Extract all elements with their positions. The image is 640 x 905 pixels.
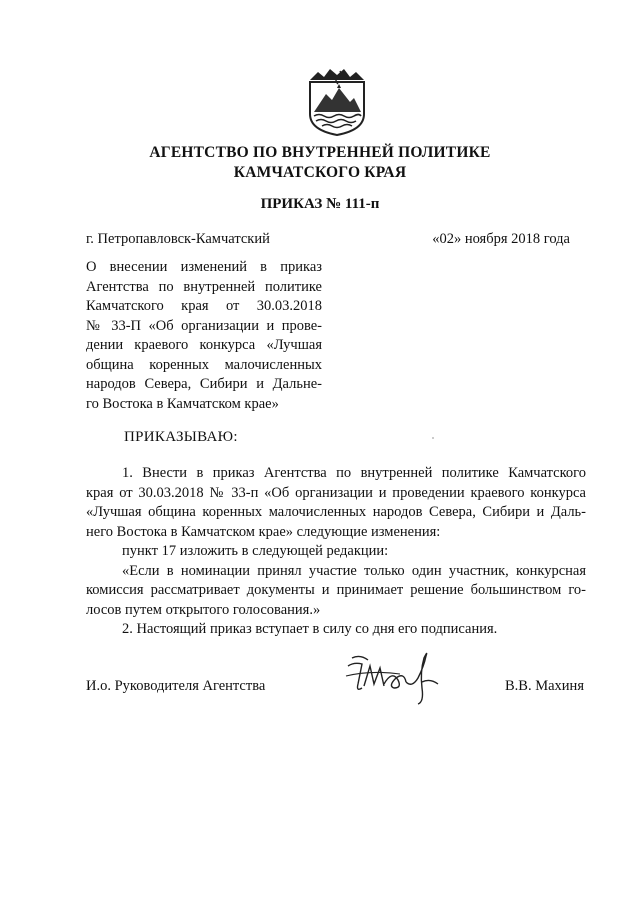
agency-line-1: АГЕНТСТВО ПО ВНУТРЕННЕЙ ПОЛИТИКЕ: [149, 144, 491, 161]
order-subject: [86, 258, 322, 414]
subject-line: народов Севера, Сибири и Дальне-: [86, 376, 322, 392]
subject-line: Камчатского края от 30.03.2018: [86, 298, 322, 314]
body-line: 1. Внести в приказ Агентства по внутренней политике Камчатского: [122, 465, 586, 481]
body-line: края от 30.03.2018 № 33-п «Об организации и проведении краевого конкурса: [86, 484, 586, 501]
body-line: комиссия рассматривает документы и принимает решение большинством го-: [86, 582, 586, 598]
body-line: лосов путем открытого голосования.»: [86, 601, 321, 618]
subject-line: Агентства по внутренней политике: [86, 278, 322, 295]
subject-line: дении краевого конкурса «Лучшая: [86, 337, 322, 353]
handwritten-signature-icon: [340, 648, 450, 706]
body-line: «Если в номинации принял участие только один участник, конкурсная: [122, 562, 586, 579]
order-word: ПРИКАЗЫВАЮ:: [124, 429, 238, 445]
order-date: «02» ноября 2018 года: [432, 231, 570, 247]
body-line: пункт 17 изложить в следующей редакции:: [122, 543, 389, 559]
body-line: «Лучшая община коренных малочисленных народов Севера, Сибири и Даль-: [86, 504, 586, 520]
order-city: г. Петропавловск-Камчатский: [86, 231, 270, 247]
body-line: 2. Настоящий приказ вступает в силу со дня его подписания.: [122, 621, 498, 637]
agency-name: [0, 143, 640, 183]
subject-line: О внесении изменений в приказ: [86, 259, 322, 275]
subject-line: го Востока в Камчатском крае»: [86, 395, 279, 412]
subject-line: община коренных малочисленных: [86, 356, 322, 373]
kamchatka-coat-of-arms-icon: [304, 66, 370, 136]
signatory-position: И.о. Руководителя Агентства: [86, 678, 266, 694]
scan-speck: [432, 437, 434, 439]
subject-line: № 33-П «Об организации и прове-: [86, 317, 322, 334]
body-line: него Востока в Камчатском крае» следующие изменения:: [86, 523, 441, 540]
signatory-name: В.В. Махиня: [505, 678, 584, 694]
order-body: [86, 464, 586, 640]
order-title: ПРИКАЗ № 111-п: [260, 196, 380, 212]
agency-line-2: КАМЧАТСКОГО КРАЯ: [233, 164, 407, 181]
